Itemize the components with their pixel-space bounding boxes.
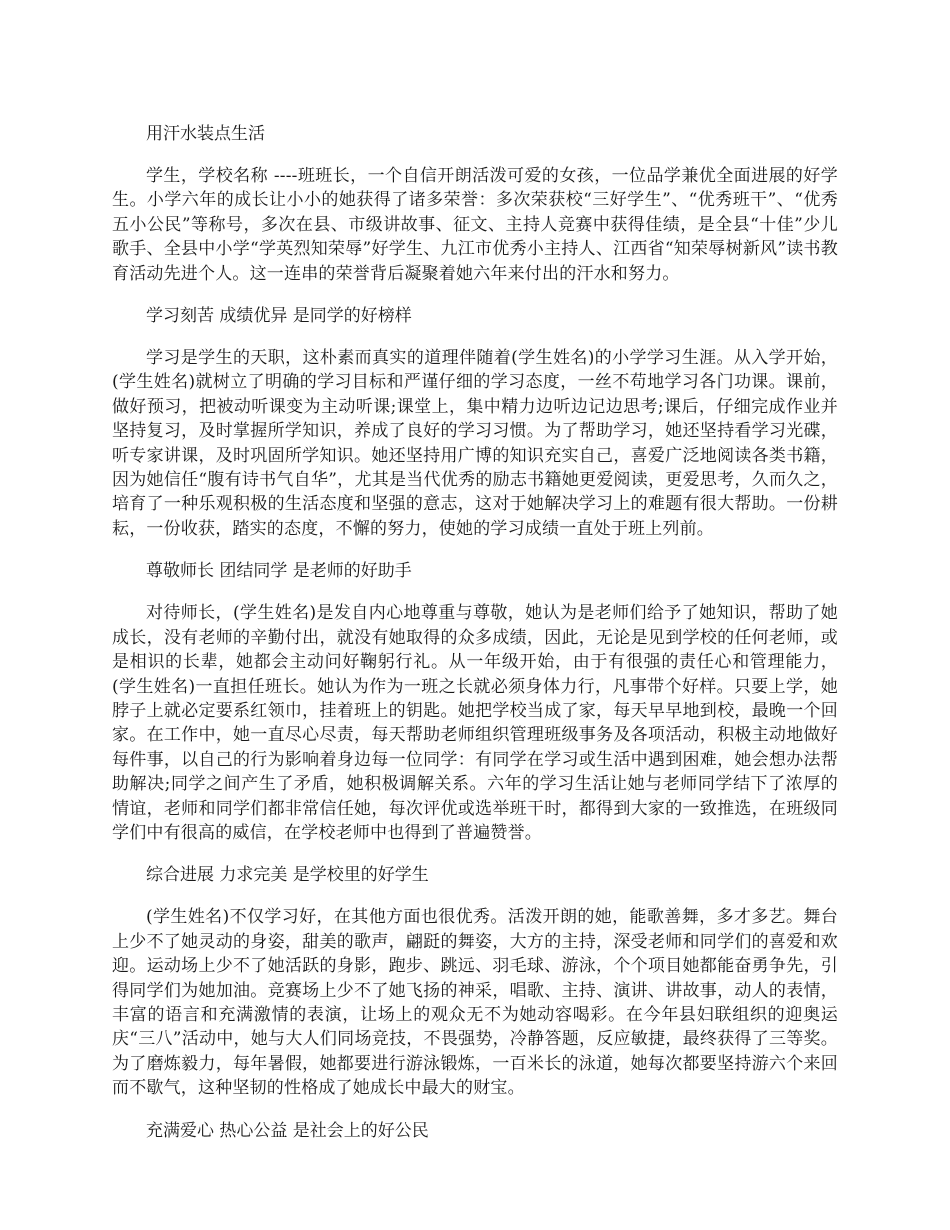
section-heading: 尊敬师长 团结同学 是老师的好助手 bbox=[146, 561, 412, 582]
section-heading: 充满爱心 热心公益 是社会上的好公民 bbox=[146, 1120, 429, 1141]
document-page bbox=[112, 122, 838, 1143]
section-paragraph: 学习是学生的天职，这朴素而真实的道理伴随着(学生姓名)的小学学习生涯。从入学开始，(学生姓名)就树立了明确的学习目标和严谨仔细的学习态度，一丝不苟地学习各门功课。课前，做好预习，把被动听课变为主动听课;课堂上，集中精力边听边记边思考;课后，仔细完成作业并坚持复习，及时掌握所学知识，养成了良好的学习习惯。为了帮助学习，她还坚持看学习光碟，听专家讲课，及时巩固所学知识。她还坚持用广博的知识充实自己，喜爱广泛地阅读各类书籍，因为她信任“腹有诗书气自华”，尤其是当代优秀的励志书籍她更爱阅读，更爱思考，久而久之，培育了一种乐观积极的生活态度和坚强的意志，这对于她解决学习上的难题有很大帮助。一份耕耘，一份收获，踏实的态度，不懈的努力，使她的学习成绩一直处于班上列前。 bbox=[112, 348, 838, 539]
section-paragraph: 对待师长，(学生姓名)是发自内心地尊重与尊敬，她认为是老师们给予了她知识，帮助了她成长，没有老师的辛勤付出，就没有她取得的众多成绩，因此，无论是见到学校的任何老师，或是相识的长辈，她都会主动问好鞠躬行礼。从一年级开始，由于有很强的责任心和管理能力，(学生姓名)一直担任班长。她认为作为一班之长就必须身体力行，凡事带个好样。只要上学，她脖子上就必定要系红领巾，挂着班上的钥匙。她把学校当成了家，每天早早地到校，最晚一个回家。在工作中，她一直尽心尽责，每天帮助老师组织管理班级事务及各项活动，积极主动地做好每件事，以自己的行为影响着身边每一位同学：有同学在学习或生活中遇到困难，她会想办法帮助解决;同学之间产生了矛盾，她积极调解关系。六年的学习生活让她与老师同学结下了浓厚的情谊，老师和同学们都非常信任她，每次评优或选举班干时，都得到大家的一致推选，在班级同学们中有很高的威信，在学校老师中也得到了普遍赞誉。 bbox=[112, 603, 838, 843]
section-heading: 学习刻苦 成绩优异 是同学的好榜样 bbox=[146, 306, 412, 327]
document-title: 用汗水装点生活 bbox=[146, 124, 265, 144]
section-paragraph: (学生姓名)不仅学习好，在其他方面也很优秀。活泼开朗的她，能歌善舞，多才多艺。舞台上少不了她灵动的身姿，甜美的歌声，翩跹的舞姿，大方的主持，深受老师和同学们的喜爱和欢迎。运动场上少不了她活跃的身影，跑步、跳远、羽毛球、游泳，个个项目她都能奋勇争先，引得同学们为她加油。竞赛场上少不了她飞扬的神采，唱歌、主持、演讲、讲故事，动人的表情，丰富的语言和充满激情的表演，让场上的观众无不为她动容喝彩。在今年县妇联组织的迎奥运庆“三八”活动中，她与大人们同场竞技，不畏强势，冷静答题，反应敏捷，最终获得了三等奖。为了磨炼毅力，每年暑假，她都要进行游泳锻炼，一百米长的泳道，她每次都要坚持游六个来回而不歇气，这种坚韧的性格成了她成长中最大的财宝。 bbox=[112, 907, 838, 1099]
intro-paragraph: 学生，学校名称 ----班班长，一个自信开朗活泼可爱的女孩，一位品学兼优全面进展的好学生。小学六年的成长让小小的她获得了诸多荣誉：多次荣获校“三好学生”、“优秀班干”、“优秀五小公民”等称号，多次在县、市级讲故事、征文、主持人竞赛中获得佳绩，是全县“十佳”少儿歌手、全县中小学“学英烈知荣辱”好学生、九江市优秀小主持人、江西省“知荣辱树新风”读书教育活动先进个人。这一连串的荣誉背后凝聚着她六年来付出的汗水和努力。 bbox=[112, 166, 838, 284]
section-heading: 综合进展 力求完美 是学校里的好学生 bbox=[146, 865, 429, 886]
